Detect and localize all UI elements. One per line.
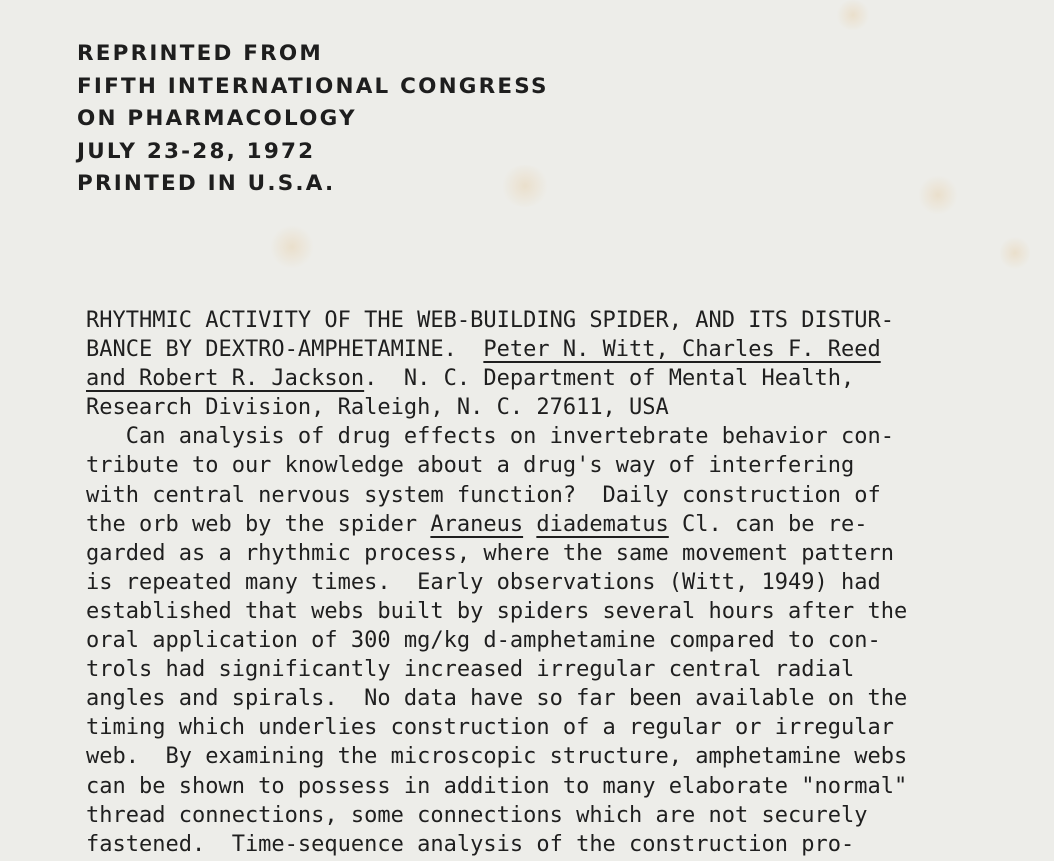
paragraph-line: with central nervous system function? Daily construction of bbox=[86, 482, 881, 508]
article-title-line bbox=[86, 335, 1026, 364]
paragraph-line: timing which underlies construction of a regular or irregular bbox=[86, 715, 894, 741]
affiliation-line bbox=[86, 364, 1026, 393]
article-title-line: RHYTHMIC ACTIVITY OF THE WEB-BUILDING SPIDER, AND ITS DISTUR- bbox=[86, 308, 894, 333]
paragraph-line: trols had significantly increased irregular central radial bbox=[86, 657, 855, 683]
paper-stain bbox=[918, 175, 958, 215]
authors: Peter N. Witt, Charles F. Reed bbox=[483, 337, 881, 363]
paragraph-line: garded as a rhythmic process, where the same movement pattern bbox=[86, 540, 894, 566]
header-line: FIFTH INTERNATIONAL CONGRESS bbox=[77, 73, 549, 99]
article-text bbox=[86, 306, 1026, 859]
species-name: diadematus bbox=[536, 511, 669, 537]
paper-stain bbox=[270, 225, 314, 269]
paragraph-line: web. By examining the microscopic structure, amphetamine webs bbox=[86, 744, 908, 770]
paragraph-line: angles and spirals. No data have so far been available on the bbox=[86, 686, 908, 712]
paragraph-line: tribute to our knowledge about a drug's way of interfering bbox=[86, 453, 855, 479]
species-genus: Araneus bbox=[430, 511, 524, 537]
affiliation-line: Research Division, Raleigh, N. C. 27611, USA bbox=[86, 395, 669, 421]
paragraph-text: Cl. can be re- bbox=[668, 511, 868, 537]
paper-stain bbox=[1000, 235, 1030, 271]
paper-stain bbox=[835, 0, 871, 30]
paragraph-line: fastened. Time-sequence analysis of the construction pro- bbox=[86, 831, 855, 857]
header-line: PRINTED IN U.S.A. bbox=[77, 171, 336, 196]
paragraph-line: thread connections, some connections which are not securely bbox=[86, 802, 868, 828]
paragraph-line: established that webs built by spiders several hours after the bbox=[86, 598, 908, 624]
article-title-end: BANCE BY DEXTRO-AMPHETAMINE. bbox=[86, 337, 484, 363]
paragraph-text: the orb web by the spider bbox=[86, 511, 431, 537]
paragraph-text bbox=[523, 512, 536, 537]
paragraph-line bbox=[86, 510, 1026, 539]
paragraph-line: is repeated many times. Early observations (Witt, 1949) had bbox=[86, 569, 881, 595]
paragraph-line: Can analysis of drug effects on invertebrate behavior con- bbox=[86, 424, 894, 450]
header-line: JULY 23-28, 1972 bbox=[77, 138, 316, 164]
reprint-header bbox=[77, 38, 549, 201]
authors: and Robert R. Jackson bbox=[86, 366, 365, 392]
paragraph-line: oral application of 300 mg/kg d-amphetamine compared to con- bbox=[86, 628, 881, 654]
affiliation: . N. C. Department of Mental Health, bbox=[364, 366, 855, 392]
header-line: ON PHARMACOLOGY bbox=[77, 106, 357, 131]
header-line: REPRINTED FROM bbox=[77, 41, 323, 66]
paragraph-line: can be shown to possess in addition to many elaborate "normal" bbox=[86, 773, 908, 799]
